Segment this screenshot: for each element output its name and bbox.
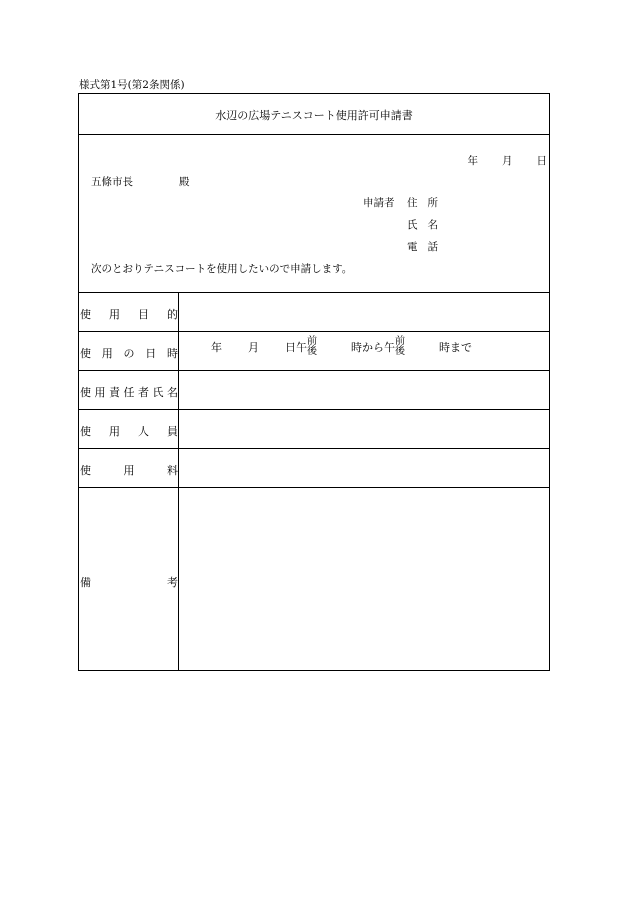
addressee-honorific: 殿 bbox=[179, 176, 190, 188]
date-line bbox=[468, 156, 548, 167]
applicant-phone-label: 電 話 bbox=[407, 241, 438, 253]
statement: 次のとおりテニスコートを使用したいので申請します。 bbox=[91, 263, 353, 275]
row-label-responsible: 使 用 責 任 者 氏 名 bbox=[80, 386, 178, 399]
datetime-go-1: 午 bbox=[296, 341, 307, 354]
row-label-people: 使 用 人 員 bbox=[80, 425, 178, 438]
addressee-mayor: 五條市長 bbox=[91, 176, 133, 188]
row-label-fee: 使 用 料 bbox=[80, 464, 178, 477]
applicant-label: 申請者 bbox=[363, 197, 395, 209]
title-divider bbox=[79, 134, 549, 135]
datetime-year: 年 bbox=[211, 341, 222, 354]
addressee bbox=[91, 177, 190, 188]
row-divider-6 bbox=[79, 487, 549, 488]
application-form bbox=[78, 93, 550, 671]
row-divider-5 bbox=[79, 448, 549, 449]
date-year: 年 bbox=[467, 155, 478, 167]
date-month: 月 bbox=[502, 155, 513, 167]
ampm-selector-2: 前 後 bbox=[395, 336, 405, 357]
form-title: 水辺の広場テニスコート使用許可申請書 bbox=[215, 109, 413, 122]
applicant-address-label: 住 所 bbox=[407, 197, 438, 209]
datetime-day: 日 bbox=[285, 341, 296, 354]
applicant-name-label: 氏 名 bbox=[407, 219, 438, 231]
ampm-selector-1: 前 後 bbox=[307, 336, 317, 357]
datetime-from: 時から午 bbox=[351, 341, 395, 354]
date-day: 日 bbox=[536, 155, 547, 167]
row-divider-1 bbox=[79, 292, 549, 293]
row-label-datetime: 使 用 の 日 時 bbox=[80, 347, 178, 360]
row-divider-2 bbox=[79, 331, 549, 332]
row-divider-4 bbox=[79, 409, 549, 410]
row-divider-3 bbox=[79, 370, 549, 371]
row-label-purpose: 使 用 目 的 bbox=[80, 308, 178, 321]
datetime-fields bbox=[211, 337, 472, 357]
datetime-month: 月 bbox=[248, 341, 259, 354]
row-label-remarks: 備 考 bbox=[80, 576, 178, 589]
form-number: 様式第1号(第2条関係) bbox=[79, 79, 185, 91]
datetime-until: 時まで bbox=[439, 341, 472, 354]
